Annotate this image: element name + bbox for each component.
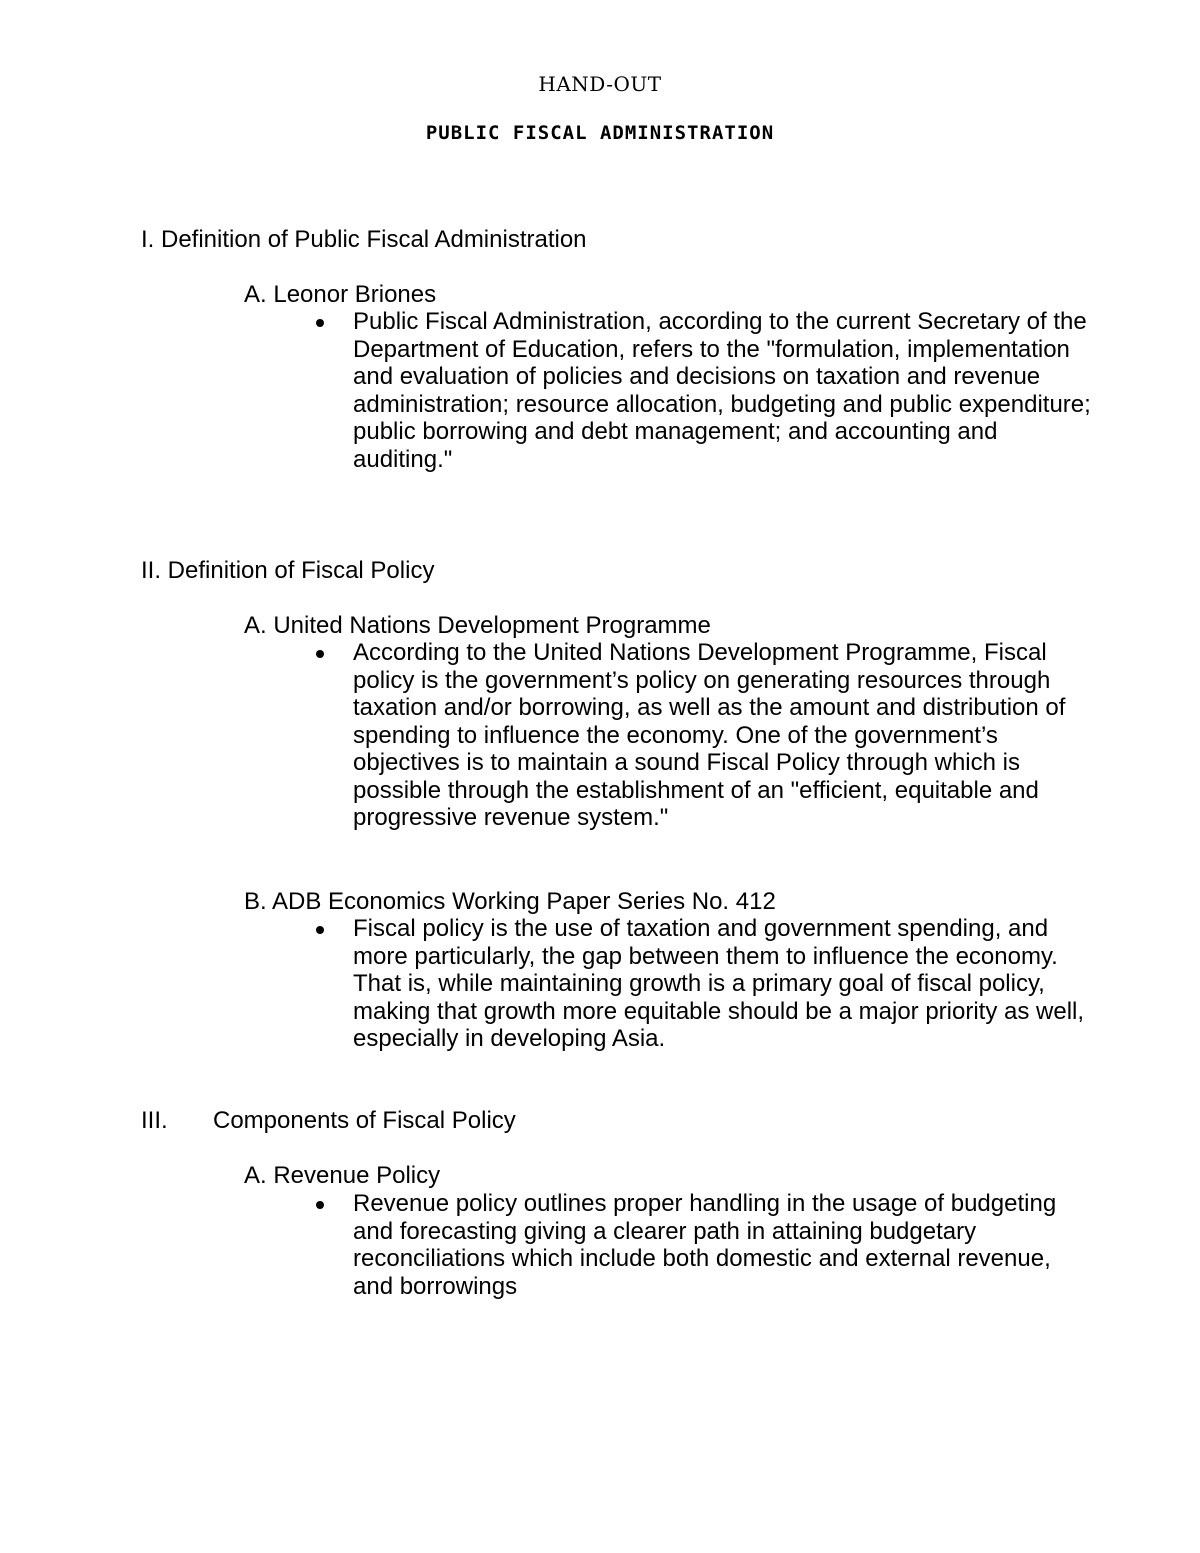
subsection-heading-2b: B. ADB Economics Working Paper Series No. 412 <box>244 888 776 915</box>
handout-label: HAND-OUT <box>538 72 662 96</box>
subsection-heading-3a: A. Revenue Policy <box>244 1162 441 1189</box>
bullet-item-1a <box>316 308 1096 473</box>
section-heading-3 <box>141 1107 516 1135</box>
section-heading-2: II. Definition of Fiscal Policy <box>141 557 435 584</box>
document-title: PUBLIC FISCAL ADMINISTRATION <box>425 122 775 144</box>
bullet-icon <box>316 650 324 658</box>
section-number: III. <box>141 1107 168 1134</box>
bullet-text: Revenue policy outlines proper handling in the usage of budgeting and forecasting giving a clearer path in attaining budgetary reconciliations which include both domestic and external revenue, and borrowings <box>353 1190 1057 1300</box>
bullet-item-3a <box>316 1190 1096 1300</box>
section-heading-1: I. Definition of Public Fiscal Administration <box>141 226 587 253</box>
subsection-heading-2a: A. United Nations Development Programme <box>244 612 711 639</box>
bullet-item-2a <box>316 639 1096 832</box>
bullet-item-2b <box>316 915 1096 1053</box>
bullet-icon <box>316 1201 324 1209</box>
section-title: Components of Fiscal Policy <box>213 1107 516 1134</box>
bullet-text: Fiscal policy is the use of taxation and government spending, and more particularly, the gap between them to influence the economy. That is, while maintaining growth is a primary goal of fiscal policy, making that growth more equitable should be a major priority as well, especially in developing Asia. <box>353 915 1085 1052</box>
bullet-icon <box>316 319 324 327</box>
subsection-heading-1a: A. Leonor Briones <box>244 281 437 308</box>
bullet-text: According to the United Nations Development Programme, Fiscal policy is the government’s policy on generating resources through taxation and/or borrowing, as well as the amount and distribution of spending to influence the economy. One of the government’s objectives is to maintain a sound Fiscal Policy through which is possible through the establishment of an "efficient, equitable and progressive revenue system." <box>353 639 1066 831</box>
bullet-text: Public Fiscal Administration, according to the current Secretary of the Department of Education, refers to the "formulation, implementation and evaluation of policies and decisions on taxation and revenue administration; resource allocation, budgeting and public expenditure; public borrowing and debt management; and accounting and auditing." <box>353 308 1091 473</box>
bullet-icon <box>316 926 324 934</box>
